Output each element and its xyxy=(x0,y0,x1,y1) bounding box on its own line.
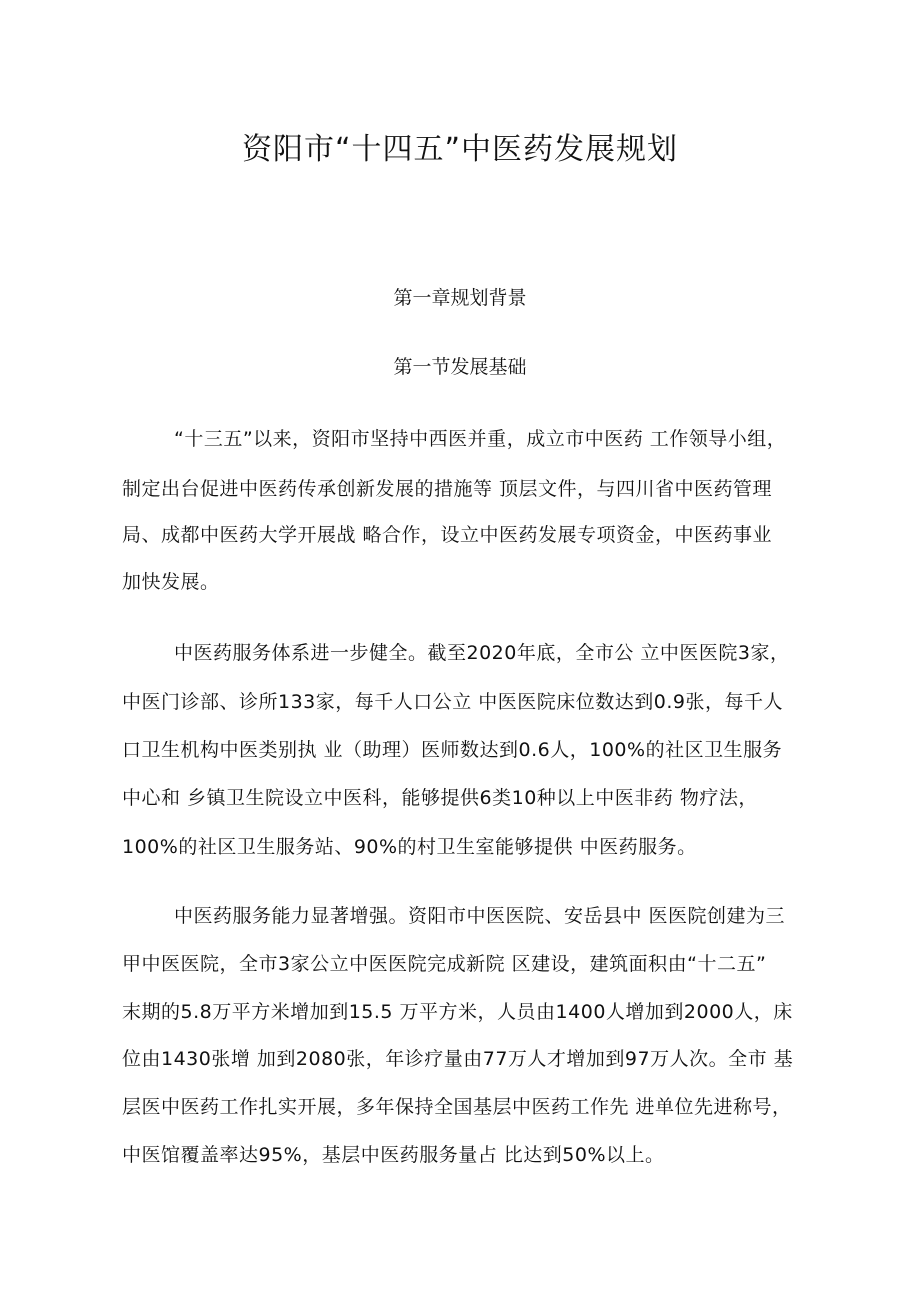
paragraph-line: 加快发展。 xyxy=(122,571,220,593)
paragraph-line: 局、成都中医药大学开展战 略合作，设立中医药发展专项资金，中医药事业 xyxy=(122,524,773,546)
chapter-heading: 第一章规划背景 xyxy=(393,287,527,309)
paragraph-line: 末期的5.8万平方米增加到15.5 万平方米，人员由1400人增加到2000人，床 xyxy=(122,1001,793,1023)
paragraph-line: “十三五”以来，资阳市坚持中西医并重，成立市中医药 工作领导小组， xyxy=(174,428,787,450)
paragraph-line: 100%的社区卫生服务站、90%的村卫生室能够提供 中医药服务。 xyxy=(122,836,697,858)
document-title: 资阳市“十四五”中医药发展规划 xyxy=(241,132,679,167)
paragraph-line: 位由1430张增 加到2080张，年诊疗量由77万人才增加到97万人次。全市 基 xyxy=(122,1048,794,1070)
section-heading: 第一节发展基础 xyxy=(393,356,527,378)
paragraph-line: 甲中医医院，全市3家公立中医医院完成新院 区建设，建筑面积由“十二五” xyxy=(122,953,767,975)
paragraph-line: 中医药服务体系进一步健全。截至2020年底，全市公 立中医医院3家， xyxy=(174,642,790,664)
paragraph-line: 中心和 乡镇卫生院设立中医科，能够提供6类10种以上中医非药 物疗法， xyxy=(122,787,758,809)
paragraph-line: 中医馆覆盖率达95%，基层中医药服务量占 比达到50%以上。 xyxy=(122,1144,665,1166)
paragraph-line: 层医中医药工作扎实开展，多年保持全国基层中医药工作先 进单位先进称号， xyxy=(122,1096,792,1118)
paragraph-line: 中医药服务能力显著增强。资阳市中医医院、安岳县中 医医院创建为三 xyxy=(174,905,786,927)
paragraph-line: 制定出台促进中医药传承创新发展的措施等 顶层文件，与四川省中医药管理 xyxy=(122,478,773,500)
paragraph-line: 中医门诊部、诊所133家，每千人口公立 中医医院床位数达到0.9张，每千人 xyxy=(122,691,784,713)
paragraph-line: 口卫生机构中医类别执 业（助理）医师数达到0.6人，100%的社区卫生服务 xyxy=(122,739,783,761)
